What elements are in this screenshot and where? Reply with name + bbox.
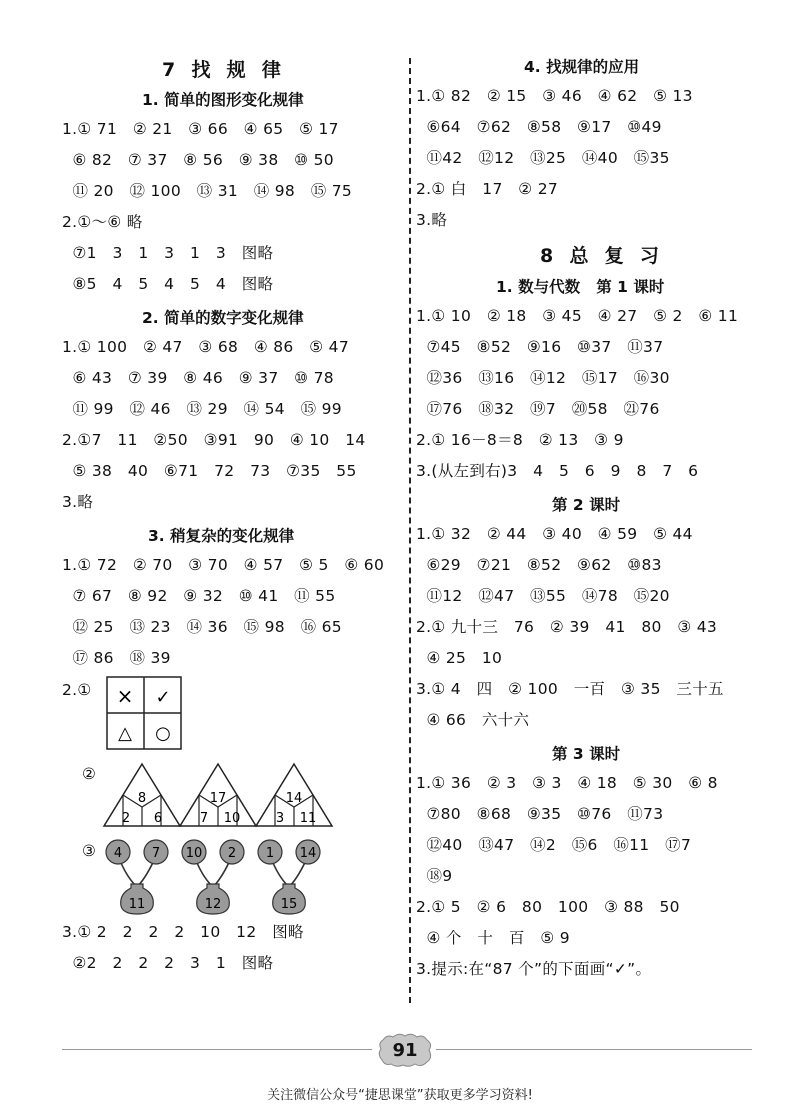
answer-line: ⑦80 ⑧68 ⑨35 ⑩76 ⑪73 [416,805,664,823]
answer-line: ⑥64 ⑦62 ⑧58 ⑨17 ⑩49 [416,118,662,136]
triangle-top-number: 17 [209,791,227,806]
symbol-grid [106,676,182,750]
review-lesson-3-title: 第 3 课时 [552,745,621,763]
answer-line: ⑪ 20 ⑫ 100 ⑬ 31 ⑭ 98 ⑮ 75 [62,182,353,200]
footer-rule-left [62,1049,372,1050]
triangle-left-number: 2 [121,811,131,826]
triangle-left-number: 7 [199,811,209,826]
answer-line: ⑥29 ⑦21 ⑧52 ⑨62 ⑩83 [416,556,662,574]
review-lesson-1-title: 1. 数与代数 第 1 课时 [496,278,665,296]
answer-line: ⑰ 86 ⑱ 39 [62,649,171,667]
answer-line: ⑱9 [416,867,453,885]
answer-line: 2.①7 11 ②50 ③91 90 ④ 10 14 [62,431,366,449]
answer-line: 1.① 71 ② 21 ③ 66 ④ 65 ⑤ 17 [62,120,339,138]
answer-line: ⑥ 82 ⑦ 37 ⑧ 56 ⑨ 38 ⑩ 50 [62,151,334,169]
vases-label: ③ [82,842,97,860]
answer-line: ②2 2 2 2 3 1 图略 [62,954,274,972]
section-4-title: 4. 找规律的应用 [524,58,640,76]
footer-rule-right [436,1049,752,1050]
triangle-1 [104,764,180,826]
flower-number: 7 [151,846,161,861]
answer-line: ⑫36 ⑬16 ⑭12 ⑮17 ⑯30 [416,369,670,387]
flower-number: 4 [113,846,123,861]
triangle-right-number: 6 [153,811,163,826]
answer-line: ⑦45 ⑧52 ⑨16 ⑩37 ⑪37 [416,338,664,356]
answer-line: ⑪12 ⑫47 ⑬55 ⑭78 ⑮20 [416,587,670,605]
triangle-top-number: 14 [285,791,303,806]
page-number-badge [377,1032,433,1068]
answer-line: 2.① 16－8＝8 ② 13 ③ 9 [416,431,624,449]
chapter-7-title: 7 找 规 律 [162,59,282,81]
flower-number: 2 [227,846,237,861]
triangle-3 [256,764,332,826]
answer-line: 1.① 36 ② 3 ③ 3 ④ 18 ⑤ 30 ⑥ 8 [416,774,718,792]
vase-group-3 [258,840,320,914]
triangle-right-number: 11 [299,811,317,826]
triangle-2 [180,764,256,826]
answer-line: ⑥ 43 ⑦ 39 ⑧ 46 ⑨ 37 ⑩ 78 [62,369,334,387]
review-lesson-2-title: 第 2 课时 [552,496,621,514]
section-2-title: 2. 简单的数字变化规律 [142,309,304,327]
answer-line: 1.① 100 ② 47 ③ 68 ④ 86 ⑤ 47 [62,338,350,356]
vase-number: 15 [280,897,298,912]
flower-number: 10 [185,846,203,861]
answer-line: ⑪42 ⑫12 ⑬25 ⑭40 ⑮35 [416,149,670,167]
triangle-top-number: 8 [137,791,147,806]
answer-line: 1.① 72 ② 70 ③ 70 ④ 57 ⑤ 5 ⑥ 60 [62,556,385,574]
answer-line: ⑦ 67 ⑧ 92 ⑨ 32 ⑩ 41 ⑪ 55 [62,587,336,605]
answer-line: 1.① 10 ② 18 ③ 45 ④ 27 ⑤ 2 ⑥ 11 [416,307,739,325]
vase-number: 11 [128,897,146,912]
column-divider [409,58,411,1003]
answer-line: ⑤ 38 40 ⑥71 72 73 ⑦35 55 [62,462,357,480]
vase-number: 12 [204,897,222,912]
answer-line: 1.① 82 ② 15 ③ 46 ④ 62 ⑤ 13 [416,87,693,105]
page-number: 91 [392,1040,418,1061]
flower-number: 14 [299,846,317,861]
q2-label: 2.① [62,681,92,699]
section-1-title: 1. 简单的图形变化规律 [142,91,304,109]
chapter-8-title: 8 总 复 习 [540,245,660,267]
answer-line: ⑦1 3 1 3 1 3 图略 [62,244,274,262]
triangle-right-number: 10 [223,811,241,826]
vase-group-1 [106,840,168,914]
answer-line: ⑫40 ⑬47 ⑭2 ⑮6 ⑯11 ⑰7 [416,836,692,854]
answer-line: ⑰76 ⑱32 ⑲7 ⑳58 ㉑76 [416,400,660,418]
answer-line: ④ 66 六十六 [416,711,530,729]
triangle-icon: △ [118,723,132,744]
answer-line: ⑪ 99 ⑫ 46 ⑬ 29 ⑭ 54 ⑮ 99 [62,400,342,418]
number-triangles [96,760,336,828]
section-3-title: 3. 稍复杂的变化规律 [148,527,295,545]
flower-number: 1 [265,846,275,861]
answer-line: 2.① 九十三 76 ② 39 41 80 ③ 43 [416,618,718,636]
answer-line: 3.略 [62,493,94,511]
footnote: 关注微信公众号“捷思课堂”获取更多学习资料! [267,1088,533,1103]
answer-line: 3.(从左到右)3 4 5 6 9 8 7 6 [416,462,699,480]
answer-line: 3.提示:在“87 个”的下面画“✓”。 [416,960,652,978]
flower-vases [100,836,340,916]
answer-line: 2.① 5 ② 6 80 100 ③ 88 50 [416,898,680,916]
answer-line: 2.①～⑥ 略 [62,213,143,231]
answer-line: ④ 个 十 百 ⑤ 9 [416,929,570,947]
answer-line: 3.① 2 2 2 2 10 12 图略 [62,923,304,941]
cross-icon: × [116,684,134,708]
check-icon: ✓ [155,687,171,708]
answer-line: ④ 25 10 [416,649,503,667]
triangles-label: ② [82,765,97,783]
vase-group-2 [182,840,244,914]
answer-line: 2.① 白 17 ② 27 [416,180,559,198]
answer-line: 1.① 32 ② 44 ③ 40 ④ 59 ⑤ 44 [416,525,693,543]
answer-line: ⑫ 25 ⑬ 23 ⑭ 36 ⑮ 98 ⑯ 65 [62,618,342,636]
circle-icon: ○ [155,723,171,744]
triangle-left-number: 3 [275,811,285,826]
answer-line: ⑧5 4 5 4 5 4 图略 [62,275,274,293]
answer-line: 3.略 [416,211,448,229]
answer-line: 3.① 4 四 ② 100 一百 ③ 35 三十五 [416,680,724,698]
